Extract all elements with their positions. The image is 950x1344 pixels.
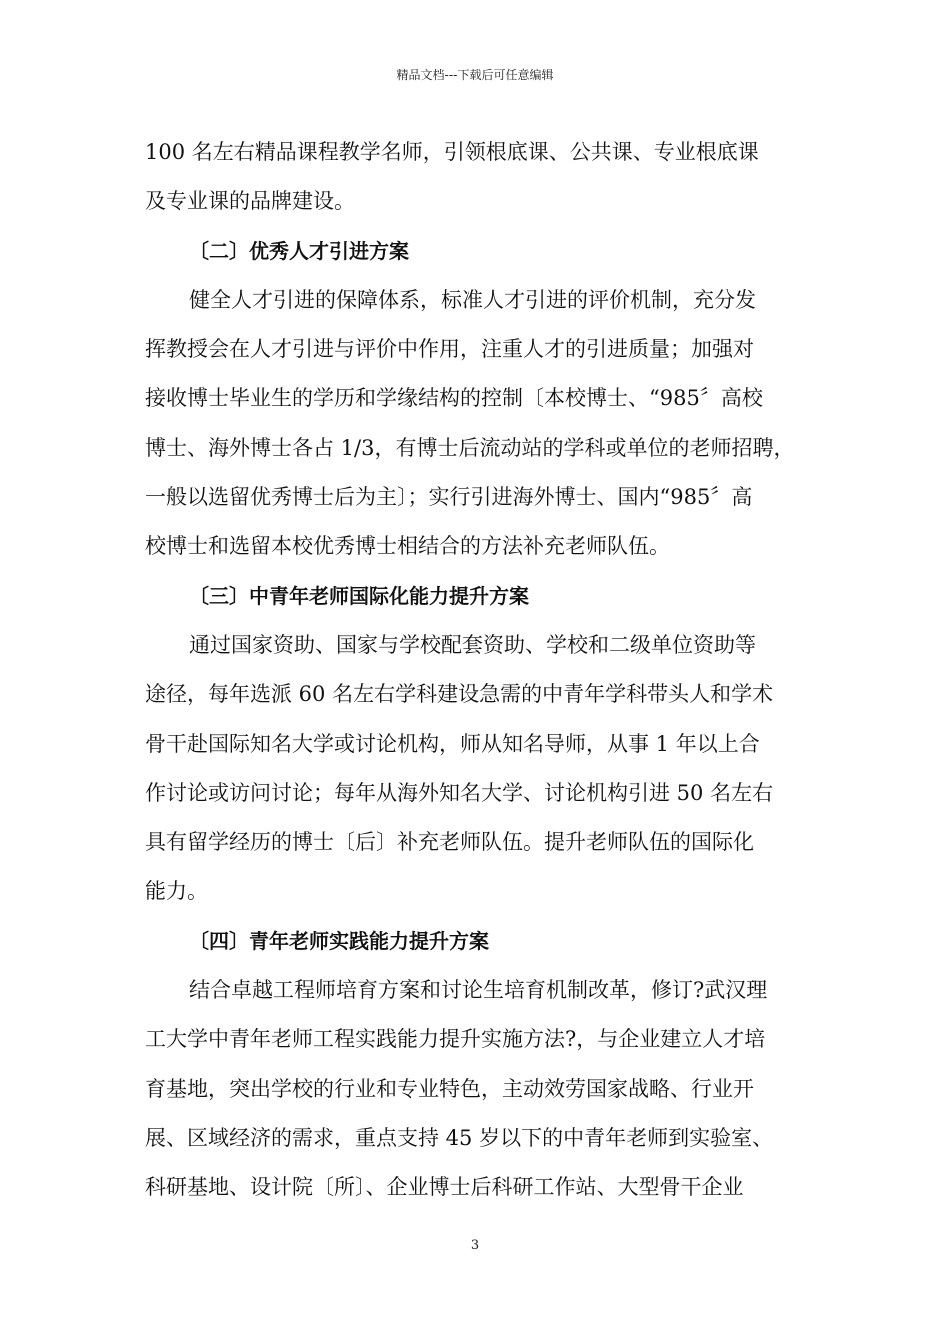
text-line: 骨干赴国际知名大学或讨论机构，师从知名导师，从事 1 年以上合 <box>145 731 760 756</box>
text-line: 挥教授会在人才引进与评价中作用，注重人才的引进质量；加强对 <box>145 337 754 362</box>
text-line: 一般以选留优秀博士后为主〕；实行引进海外博士、国内“985〞高 <box>145 485 753 510</box>
text-line: 能力。 <box>145 879 208 904</box>
section-heading: 〔三〕中青年老师国际化能力提升方案 <box>189 583 529 608</box>
text-line: 校博士和选留本校优秀博士相结合的方法补充老师队伍。 <box>145 534 670 559</box>
section-heading: 〔二〕优秀人才引进方案 <box>189 238 409 263</box>
document-body <box>145 128 813 1213</box>
text-line: 作讨论或访问讨论；每年从海外知名大学、讨论机构引进 50 名左右 <box>145 780 774 805</box>
text-line: 育基地，突出学校的行业和专业特色，主动效劳国家战略、行业开 <box>145 1076 754 1101</box>
text-line: 100 名左右精品课程教学名师，引领根底课、公共课、专业根底课 <box>145 140 759 164</box>
text-line: 博士、海外博士各占 1/3，有博士后流动站的学科或单位的老师招聘， <box>145 435 795 460</box>
text-line: 科研基地、设计院〔所〕、企业博士后科研工作站、大型骨干企业 <box>145 1175 744 1200</box>
section-heading: 〔四〕青年老师实践能力提升方案 <box>189 928 489 953</box>
page-number: 3 <box>470 1238 480 1253</box>
text-line: 及专业课的品牌建设。 <box>145 189 355 214</box>
paragraph-first-line: 通过国家资助、国家与学校配套资助、学校和二级单位资助等 <box>189 632 756 657</box>
paragraph-first-line: 结合卓越工程师培育方案和讨论生培育机制改革，修订?武汉理 <box>189 978 768 1003</box>
text-line: 展、区域经济的需求，重点支持 45 岁以下的中青年老师到实验室、 <box>145 1125 774 1150</box>
text-line: 工大学中青年老师工程实践能力提升实施方法?，与企业建立人才培 <box>145 1027 766 1052</box>
page-header: 精品文档---下载后可任意编辑 <box>396 68 554 82</box>
paragraph-first-line: 健全人才引进的保障体系，标准人才引进的评价机制，充分发 <box>189 287 756 312</box>
text-line: 途径，每年选派 60 名左右学科建设急需的中青年学科带头人和学术 <box>145 682 774 707</box>
text-line: 接收博士毕业生的学历和学缘结构的控制〔本校博士、“985〞高校 <box>145 386 763 411</box>
text-line: 具有留学经历的博士〔后〕补充老师队伍。提升老师队伍的国际化 <box>145 830 754 855</box>
